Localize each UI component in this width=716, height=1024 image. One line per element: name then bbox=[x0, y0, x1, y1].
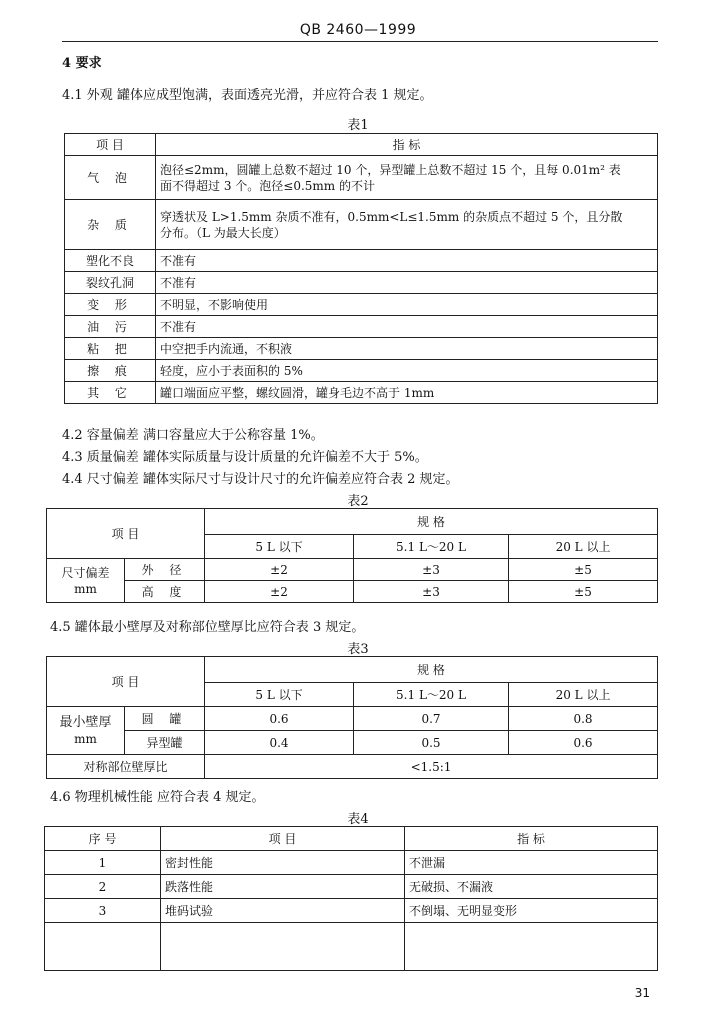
table4-caption: 表4 bbox=[347, 812, 369, 827]
table3-group-label-line: 最小壁厚 bbox=[59, 714, 112, 730]
table4-empty-cell bbox=[161, 923, 405, 971]
header-rule bbox=[62, 41, 658, 42]
table1-spec bbox=[156, 200, 658, 250]
table2-size: 20 L 以上 bbox=[509, 535, 658, 559]
table-1 bbox=[64, 133, 658, 404]
table4-empty-cell bbox=[45, 923, 161, 971]
table3-ratio-label: 对称部位壁厚比 bbox=[47, 755, 205, 779]
table1-item: 杂 质 bbox=[65, 200, 156, 250]
clause-4-4: 4.4 尺寸偏差 罐体实际尺寸与设计尺寸的允许偏差应符合表 2 规定。 bbox=[62, 472, 459, 487]
clause-4-2: 4.2 容量偏差 满口容量应大于公称容量 1%。 bbox=[62, 428, 324, 443]
table1-header-spec: 指 标 bbox=[156, 134, 658, 156]
clause-4-3: 4.3 质量偏差 罐体实际质量与设计质量的允许偏差不大于 5%。 bbox=[62, 450, 428, 465]
clause-4-5: 4.5 罐体最小壁厚及对称部位壁厚比应符合表 3 规定。 bbox=[50, 620, 365, 635]
table2-row-name: 外 径 bbox=[125, 559, 205, 581]
table2-group-label-line: 尺寸偏差 bbox=[61, 565, 110, 580]
table2-cell: ±2 bbox=[205, 559, 354, 581]
table4-item: 堆码试验 bbox=[161, 899, 405, 923]
table3-caption: 表3 bbox=[347, 642, 369, 657]
table4-no: 2 bbox=[45, 875, 161, 899]
table3-cell: 0.4 bbox=[205, 731, 354, 755]
table3-cell: 0.7 bbox=[354, 707, 509, 731]
table3-header-spec: 规 格 bbox=[205, 657, 658, 683]
table3-cell: 0.6 bbox=[205, 707, 354, 731]
table2-cell: ±3 bbox=[354, 581, 509, 603]
table1-item: 油 污 bbox=[65, 316, 156, 338]
table1-item: 擦 痕 bbox=[65, 360, 156, 382]
table3-cell: 0.5 bbox=[354, 731, 509, 755]
section-title: 4 要求 bbox=[62, 56, 102, 71]
table1-item: 气 泡 bbox=[65, 156, 156, 200]
table1-spec bbox=[156, 156, 658, 200]
table1-spec: 不准有 bbox=[156, 316, 658, 338]
table1-spec-line: 穿透状及 L>1.5mm 杂质不准有，0.5mm<L≤1.5mm 的杂质点不超过 5 个，且分散 bbox=[160, 209, 623, 224]
table3-cell: 0.8 bbox=[509, 707, 658, 731]
clause-4-6: 4.6 物理机械性能 应符合表 4 规定。 bbox=[50, 790, 265, 805]
table1-spec: 不明显，不影响使用 bbox=[156, 294, 658, 316]
table4-header-spec: 指 标 bbox=[405, 827, 658, 851]
table4-header-no: 序 号 bbox=[45, 827, 161, 851]
table3-row-name: 圆 罐 bbox=[125, 707, 205, 731]
page-number: 31 bbox=[634, 986, 650, 1000]
table-4 bbox=[44, 826, 658, 971]
table1-spec-line: 分布。（L 为最大长度） bbox=[160, 225, 286, 240]
table3-ratio-value: <1.5:1 bbox=[205, 755, 658, 779]
table3-size: 5 L 以下 bbox=[205, 683, 354, 707]
table3-size: 20 L 以上 bbox=[509, 683, 658, 707]
table2-header-item: 项 目 bbox=[47, 509, 205, 559]
table1-spec: 轻度，应小于表面积的 5% bbox=[156, 360, 658, 382]
table1-item: 粘 把 bbox=[65, 338, 156, 360]
table4-no: 3 bbox=[45, 899, 161, 923]
table4-empty-cell bbox=[405, 923, 658, 971]
table1-spec: 不准有 bbox=[156, 250, 658, 272]
table1-spec: 中空把手内流通，不积液 bbox=[156, 338, 658, 360]
table2-header-spec: 规 格 bbox=[205, 509, 658, 535]
table4-header-item: 项 目 bbox=[161, 827, 405, 851]
table1-spec: 罐口端面应平整，螺纹圆滑，罐身毛边不高于 1mm bbox=[156, 382, 658, 404]
table4-no: 1 bbox=[45, 851, 161, 875]
table-3 bbox=[46, 656, 658, 779]
table2-cell: ±3 bbox=[354, 559, 509, 581]
table2-caption: 表2 bbox=[347, 494, 369, 509]
table-2 bbox=[46, 508, 658, 603]
table4-item: 跌落性能 bbox=[161, 875, 405, 899]
table1-spec-line: 面不得超过 3 个。泡径≤0.5mm 的不计 bbox=[160, 178, 375, 193]
table1-item: 其 它 bbox=[65, 382, 156, 404]
table1-item: 塑化不良 bbox=[65, 250, 156, 272]
table1-header-item: 项 目 bbox=[65, 134, 156, 156]
table2-cell: ±5 bbox=[509, 559, 658, 581]
clause-4-1: 4.1 外观 罐体应成型饱满，表面透亮光滑，并应符合表 1 规定。 bbox=[62, 88, 433, 103]
table1-spec-line: 泡径≤2mm，圆罐上总数不超过 10 个，异型罐上总数不超过 15 个，且每 0.01m² 表 bbox=[160, 162, 621, 177]
table3-group-label bbox=[47, 707, 125, 755]
table2-row-name: 高 度 bbox=[125, 581, 205, 603]
table3-size: 5.1 L～20 L bbox=[354, 683, 509, 707]
table2-cell: ±2 bbox=[205, 581, 354, 603]
table2-size: 5 L 以下 bbox=[205, 535, 354, 559]
table3-cell: 0.6 bbox=[509, 731, 658, 755]
table4-spec: 无破损、不漏液 bbox=[405, 875, 658, 899]
table4-item: 密封性能 bbox=[161, 851, 405, 875]
table4-spec: 不泄漏 bbox=[405, 851, 658, 875]
table2-group-label-line: mm bbox=[74, 581, 97, 596]
table3-header-item: 项 目 bbox=[47, 657, 205, 707]
table1-spec: 不准有 bbox=[156, 272, 658, 294]
table1-item: 裂纹孔洞 bbox=[65, 272, 156, 294]
standard-number-header: QB 2460—1999 bbox=[299, 22, 417, 38]
table4-spec: 不倒塌、无明显变形 bbox=[405, 899, 658, 923]
table1-caption: 表1 bbox=[347, 118, 369, 133]
table3-group-label-line: mm bbox=[74, 731, 97, 746]
table2-size: 5.1 L～20 L bbox=[354, 535, 509, 559]
table2-group-label bbox=[47, 559, 125, 603]
table1-item: 变 形 bbox=[65, 294, 156, 316]
table2-cell: ±5 bbox=[509, 581, 658, 603]
table3-row-name: 异型罐 bbox=[125, 731, 205, 755]
